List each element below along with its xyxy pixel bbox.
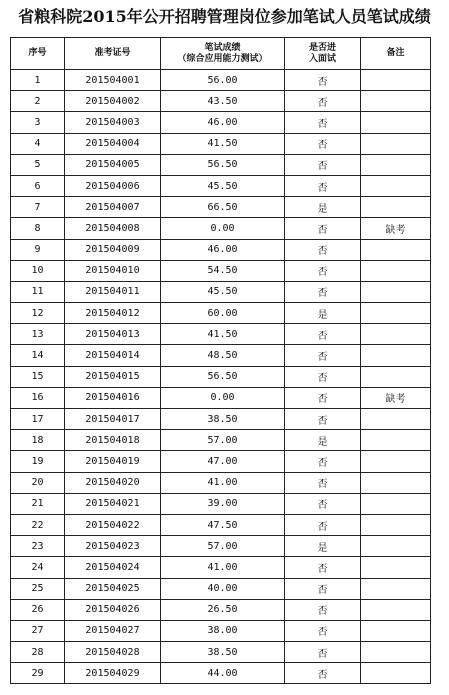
cell-remark <box>361 451 431 472</box>
cell-interview: 否 <box>285 345 361 366</box>
cell-seq: 6 <box>11 175 65 196</box>
cell-remark <box>361 620 431 641</box>
table-row <box>11 133 431 154</box>
cell-remark <box>361 175 431 196</box>
header-seq: 序号 <box>11 38 65 70</box>
table-row <box>11 218 431 239</box>
cell-score: 43.50 <box>161 91 285 112</box>
cell-score: 56.50 <box>161 366 285 387</box>
header-score-line2: （综合应用能力测试） <box>177 53 268 64</box>
cell-score: 0.00 <box>161 387 285 408</box>
cell-interview: 否 <box>285 239 361 260</box>
cell-exam-no: 201504017 <box>65 409 161 430</box>
cell-seq: 15 <box>11 366 65 387</box>
cell-exam-no: 201504003 <box>65 112 161 133</box>
cell-interview: 否 <box>285 175 361 196</box>
cell-seq: 14 <box>11 345 65 366</box>
cell-exam-no: 201504014 <box>65 345 161 366</box>
cell-seq: 1 <box>11 70 65 91</box>
cell-exam-no: 201504012 <box>65 303 161 324</box>
cell-exam-no: 201504013 <box>65 324 161 345</box>
cell-interview: 否 <box>285 514 361 535</box>
cell-exam-no: 201504024 <box>65 557 161 578</box>
table-row <box>11 197 431 218</box>
cell-seq: 13 <box>11 324 65 345</box>
cell-score: 46.00 <box>161 112 285 133</box>
cell-score: 39.00 <box>161 493 285 514</box>
table-row <box>11 557 431 578</box>
cell-exam-no: 201504026 <box>65 599 161 620</box>
cell-interview: 是 <box>285 430 361 451</box>
header-interview-line2: 入面试 <box>308 53 336 64</box>
cell-remark <box>361 557 431 578</box>
cell-seq: 2 <box>11 91 65 112</box>
cell-seq: 23 <box>11 536 65 557</box>
cell-score: 41.00 <box>161 557 285 578</box>
cell-seq: 19 <box>11 451 65 472</box>
cell-remark <box>361 472 431 493</box>
table-row <box>11 260 431 281</box>
cell-exam-no: 201504009 <box>65 239 161 260</box>
table-row <box>11 70 431 91</box>
cell-score: 60.00 <box>161 303 285 324</box>
cell-exam-no: 201504019 <box>65 451 161 472</box>
cell-score: 0.00 <box>161 218 285 239</box>
cell-score: 41.50 <box>161 133 285 154</box>
cell-exam-no: 201504021 <box>65 493 161 514</box>
table-row <box>11 175 431 196</box>
cell-score: 41.00 <box>161 472 285 493</box>
cell-interview: 是 <box>285 303 361 324</box>
page-title: 省粮科院2015年公开招聘管理岗位参加笔试人员笔试成绩 <box>18 7 431 26</box>
table-row <box>11 345 431 366</box>
cell-interview: 否 <box>285 493 361 514</box>
cell-remark <box>361 303 431 324</box>
cell-exam-no: 201504025 <box>65 578 161 599</box>
cell-score: 57.00 <box>161 536 285 557</box>
table-row <box>11 281 431 302</box>
cell-exam-no: 201504006 <box>65 175 161 196</box>
cell-exam-no: 201504029 <box>65 663 161 684</box>
cell-seq: 8 <box>11 218 65 239</box>
cell-seq: 29 <box>11 663 65 684</box>
cell-interview: 否 <box>285 154 361 175</box>
cell-seq: 18 <box>11 430 65 451</box>
cell-exam-no: 201504007 <box>65 197 161 218</box>
cell-interview: 否 <box>285 91 361 112</box>
cell-seq: 28 <box>11 642 65 663</box>
cell-score: 38.50 <box>161 409 285 430</box>
header-exam-no: 准考证号 <box>65 38 161 70</box>
cell-seq: 24 <box>11 557 65 578</box>
cell-seq: 21 <box>11 493 65 514</box>
cell-seq: 17 <box>11 409 65 430</box>
cell-score: 26.50 <box>161 599 285 620</box>
cell-interview: 否 <box>285 366 361 387</box>
cell-remark <box>361 536 431 557</box>
cell-interview: 否 <box>285 557 361 578</box>
cell-remark <box>361 578 431 599</box>
cell-score: 66.50 <box>161 197 285 218</box>
cell-score: 38.50 <box>161 642 285 663</box>
cell-score: 44.00 <box>161 663 285 684</box>
cell-interview: 否 <box>285 451 361 472</box>
cell-seq: 11 <box>11 281 65 302</box>
header-interview <box>285 38 361 70</box>
table-row <box>11 536 431 557</box>
header-score-line1: 笔试成绩 <box>204 42 241 53</box>
cell-seq: 3 <box>11 112 65 133</box>
cell-seq: 5 <box>11 154 65 175</box>
cell-interview: 否 <box>285 387 361 408</box>
table-row <box>11 409 431 430</box>
cell-remark <box>361 281 431 302</box>
cell-remark <box>361 514 431 535</box>
cell-interview: 否 <box>285 663 361 684</box>
cell-remark <box>361 493 431 514</box>
cell-seq: 22 <box>11 514 65 535</box>
cell-exam-no: 201504028 <box>65 642 161 663</box>
cell-score: 47.00 <box>161 451 285 472</box>
table-row <box>11 91 431 112</box>
cell-seq: 10 <box>11 260 65 281</box>
cell-exam-no: 201504010 <box>65 260 161 281</box>
cell-remark <box>361 324 431 345</box>
cell-score: 48.50 <box>161 345 285 366</box>
cell-interview: 否 <box>285 599 361 620</box>
cell-exam-no: 201504004 <box>65 133 161 154</box>
header-row <box>11 38 431 70</box>
cell-score: 47.50 <box>161 514 285 535</box>
table-row <box>11 493 431 514</box>
cell-interview: 否 <box>285 642 361 663</box>
header-remark: 备注 <box>361 38 431 70</box>
table-row <box>11 366 431 387</box>
cell-remark <box>361 133 431 154</box>
cell-remark <box>361 91 431 112</box>
cell-seq: 12 <box>11 303 65 324</box>
cell-exam-no: 201504002 <box>65 91 161 112</box>
cell-seq: 20 <box>11 472 65 493</box>
table-row <box>11 112 431 133</box>
cell-score: 45.50 <box>161 175 285 196</box>
cell-score: 38.00 <box>161 620 285 641</box>
cell-interview: 是 <box>285 536 361 557</box>
cell-interview: 否 <box>285 70 361 91</box>
cell-remark <box>361 70 431 91</box>
cell-seq: 4 <box>11 133 65 154</box>
table-row <box>11 430 431 451</box>
cell-exam-no: 201504018 <box>65 430 161 451</box>
cell-score: 57.00 <box>161 430 285 451</box>
cell-interview: 是 <box>285 197 361 218</box>
cell-seq: 9 <box>11 239 65 260</box>
cell-exam-no: 201504020 <box>65 472 161 493</box>
cell-score: 41.50 <box>161 324 285 345</box>
cell-interview: 否 <box>285 578 361 599</box>
table-row <box>11 303 431 324</box>
cell-remark <box>361 642 431 663</box>
cell-exam-no: 201504008 <box>65 218 161 239</box>
cell-remark <box>361 430 431 451</box>
table-row <box>11 387 431 408</box>
table-row <box>11 663 431 684</box>
cell-seq: 25 <box>11 578 65 599</box>
cell-seq: 26 <box>11 599 65 620</box>
cell-exam-no: 201504016 <box>65 387 161 408</box>
cell-remark <box>361 663 431 684</box>
header-score <box>161 38 285 70</box>
cell-interview: 否 <box>285 281 361 302</box>
cell-remark <box>361 112 431 133</box>
cell-remark: 缺考 <box>361 218 431 239</box>
cell-remark <box>361 239 431 260</box>
cell-exam-no: 201504015 <box>65 366 161 387</box>
cell-score: 46.00 <box>161 239 285 260</box>
table-row <box>11 620 431 641</box>
cell-score: 45.50 <box>161 281 285 302</box>
table-row <box>11 578 431 599</box>
cell-interview: 否 <box>285 324 361 345</box>
table-row <box>11 642 431 663</box>
cell-remark: 缺考 <box>361 387 431 408</box>
cell-exam-no: 201504005 <box>65 154 161 175</box>
table-row <box>11 154 431 175</box>
table-row <box>11 472 431 493</box>
cell-remark <box>361 154 431 175</box>
table-row <box>11 599 431 620</box>
cell-exam-no: 201504023 <box>65 536 161 557</box>
cell-remark <box>361 409 431 430</box>
cell-exam-no: 201504011 <box>65 281 161 302</box>
cell-remark <box>361 345 431 366</box>
cell-score: 40.00 <box>161 578 285 599</box>
cell-score: 56.50 <box>161 154 285 175</box>
cell-score: 56.00 <box>161 70 285 91</box>
cell-remark <box>361 366 431 387</box>
cell-exam-no: 201504022 <box>65 514 161 535</box>
cell-exam-no: 201504027 <box>65 620 161 641</box>
cell-score: 54.50 <box>161 260 285 281</box>
table-row <box>11 324 431 345</box>
header-interview-line1: 是否进 <box>308 42 336 53</box>
score-table <box>10 37 431 684</box>
cell-interview: 否 <box>285 112 361 133</box>
cell-interview: 否 <box>285 472 361 493</box>
table-row <box>11 239 431 260</box>
cell-interview: 否 <box>285 218 361 239</box>
cell-seq: 7 <box>11 197 65 218</box>
cell-seq: 16 <box>11 387 65 408</box>
cell-interview: 否 <box>285 620 361 641</box>
table-row <box>11 514 431 535</box>
cell-remark <box>361 260 431 281</box>
cell-remark <box>361 197 431 218</box>
cell-remark <box>361 599 431 620</box>
table-row <box>11 451 431 472</box>
cell-interview: 否 <box>285 133 361 154</box>
cell-interview: 否 <box>285 260 361 281</box>
cell-exam-no: 201504001 <box>65 70 161 91</box>
cell-interview: 否 <box>285 409 361 430</box>
cell-seq: 27 <box>11 620 65 641</box>
